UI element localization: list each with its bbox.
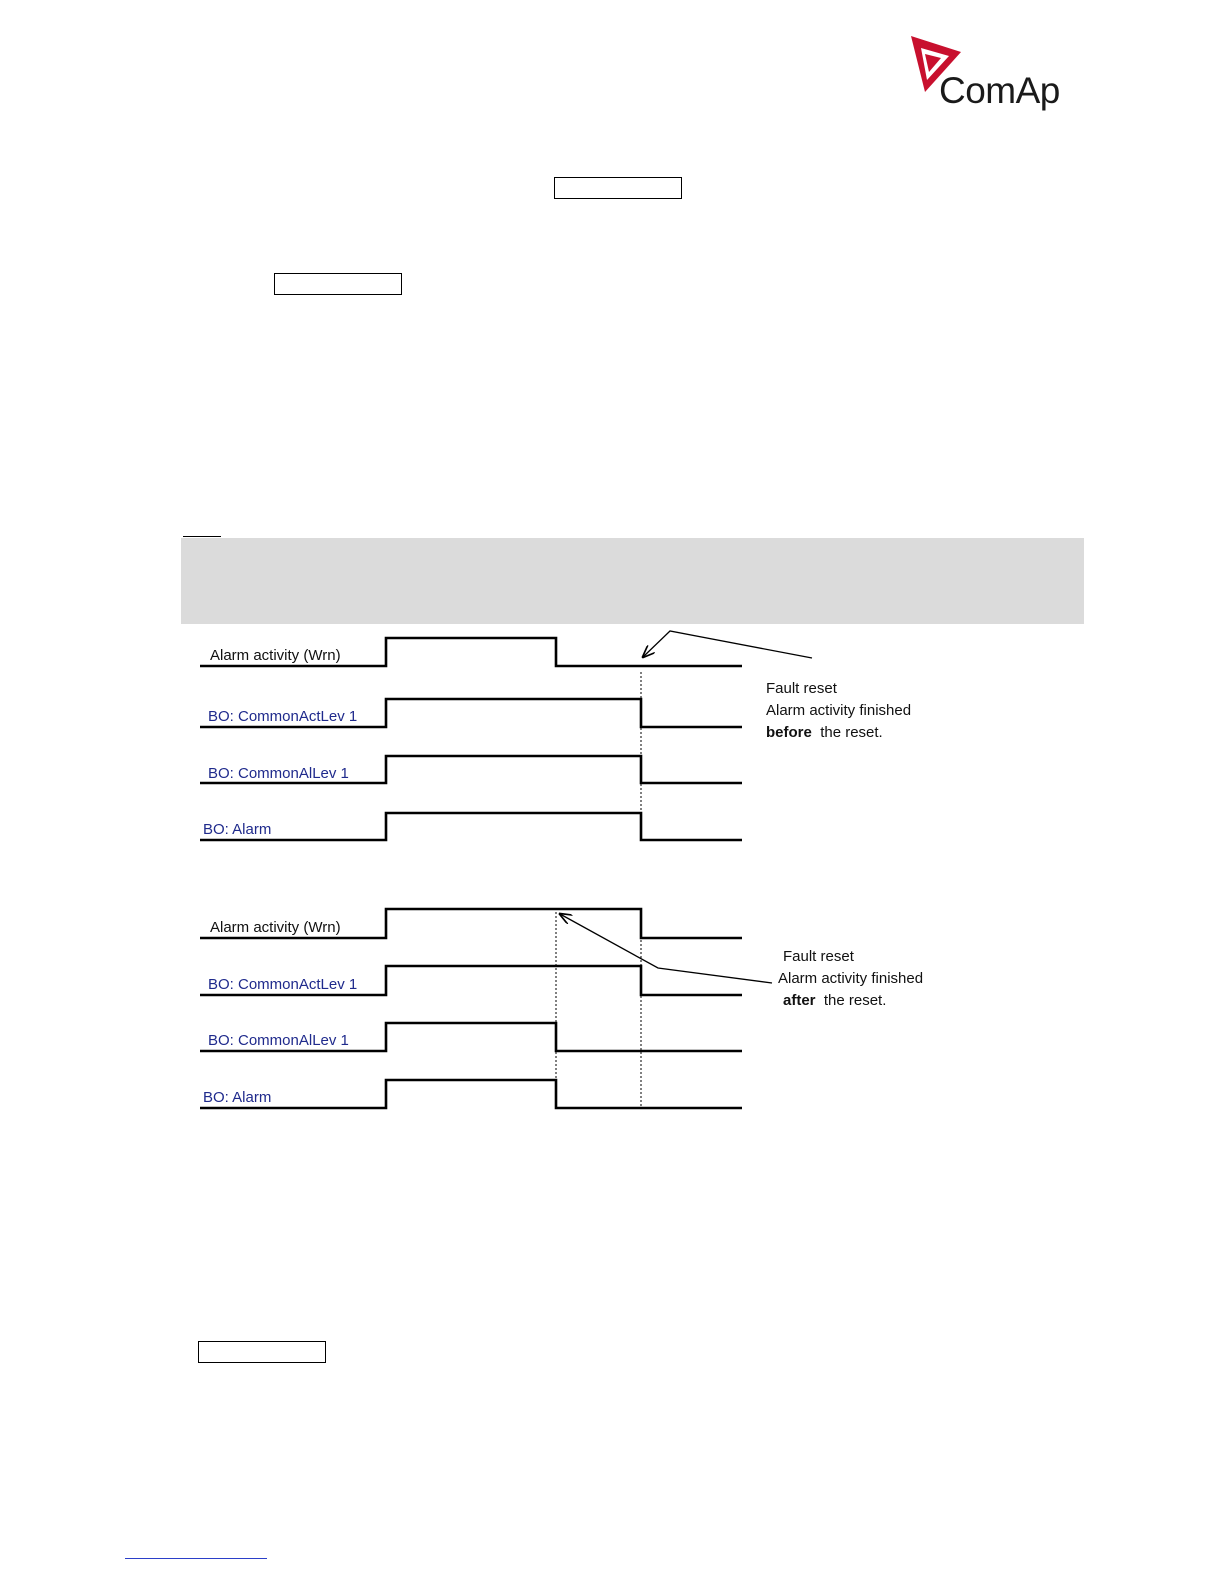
logo-text: ComAp [939,70,1060,111]
annotation-emphasis: before [766,724,812,741]
annotation-emphasis: after [783,992,816,1009]
waveform-alarm [200,813,742,840]
callout-arrow [643,631,812,658]
annotation-rest: the reset. [823,992,887,1009]
signal-label-alarm: BO: Alarm [203,1089,272,1106]
signal-label-common-al-lev1: BO: CommonAlLev 1 [208,1032,349,1049]
waveform-alarm [200,1080,742,1108]
callout-arrow [560,914,772,983]
annotation-line [766,722,911,744]
signal-label-alarm-activity: Alarm activity (Wrn) [210,647,341,664]
annotation-rest: the reset. [820,724,883,741]
annotation-line: Fault reset [766,680,837,697]
signal-label-common-act-lev1: BO: CommonActLev 1 [208,976,358,993]
annotation-line [778,990,923,1012]
annotation-line: Alarm activity finished [766,702,912,719]
signal-label-common-al-lev1: BO: CommonAlLev 1 [208,765,349,782]
annotation-bottom [778,946,923,1012]
annotation-line: Fault reset [783,948,854,965]
footer-link[interactable] [125,1558,267,1559]
signal-label-common-act-lev1: BO: CommonActLev 1 [208,708,358,725]
signal-label-alarm-activity: Alarm activity (Wrn) [210,919,341,936]
annotation-line: Alarm activity finished [778,970,924,987]
annotation-top [766,678,911,744]
signal-label-alarm: BO: Alarm [203,821,272,838]
